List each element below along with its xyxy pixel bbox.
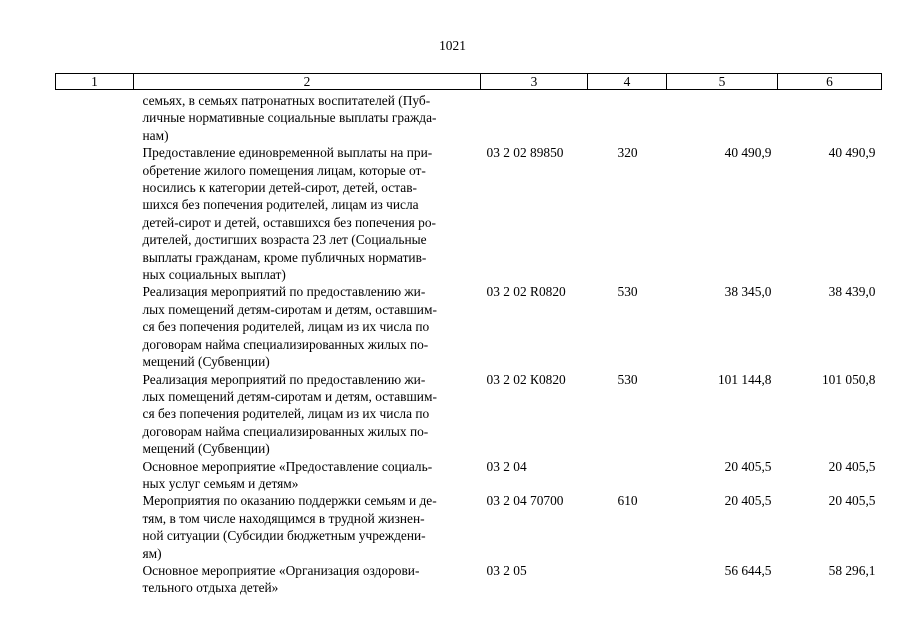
item-name-text: Мероприятия по оказанию поддержки семьям и де- тям, в том числе находящимся в трудной жизнен- ной ситуации (Субсидии бюджетным учреждени- ям)	[142, 493, 437, 561]
table-row	[56, 371, 882, 458]
row-number-cell	[56, 283, 134, 370]
row-number-cell	[56, 562, 134, 597]
row-number-cell	[56, 90, 134, 145]
amount-col6-cell: 20 405,5	[828, 493, 876, 509]
table-row	[56, 562, 882, 597]
amount-col5-cell: 20 405,5	[724, 458, 772, 474]
target-code-cell: 03 2 02 89850	[486, 145, 564, 161]
expense-type-cell: 610	[617, 493, 638, 509]
row-number-cell	[56, 458, 134, 493]
amount-col6-cell: 40 490,9	[828, 145, 876, 161]
row-number-cell	[56, 492, 134, 562]
item-name-text: семьях, в семьях патронатных воспитателей (Пуб- личные нормативные социальные выплаты гражда- нам)	[142, 93, 437, 143]
column-header-6: 6	[778, 74, 882, 90]
item-name-cell	[134, 371, 481, 458]
item-name-cell	[134, 90, 481, 145]
item-name-cell	[134, 144, 481, 283]
target-code-cell: 03 2 05	[486, 562, 527, 578]
expense-type-cell	[588, 458, 667, 493]
table-header	[56, 74, 882, 90]
amount-col5-cell: 40 490,9	[724, 145, 772, 161]
expense-type-cell	[588, 562, 667, 597]
column-header-3: 3	[481, 74, 588, 90]
amount-col6-cell: 58 296,1	[828, 562, 876, 578]
amount-col6-cell: 38 439,0	[828, 284, 876, 300]
column-header-2: 2	[134, 74, 481, 90]
item-name-text: Основное мероприятие «Предоставление социаль- ных услуг семьям и детям»	[142, 458, 433, 491]
table-row	[56, 458, 882, 493]
column-header-5: 5	[667, 74, 778, 90]
expense-type-cell: 530	[617, 284, 638, 300]
target-code-cell: 03 2 02 К0820	[486, 371, 566, 387]
item-name-cell	[134, 562, 481, 597]
header-row	[56, 74, 882, 90]
item-name-cell	[134, 283, 481, 370]
row-number-cell	[56, 144, 134, 283]
table-row	[56, 283, 882, 370]
item-name-cell	[134, 458, 481, 493]
table-body	[56, 90, 882, 597]
expense-type-cell: 320	[617, 145, 638, 161]
table-row	[56, 90, 882, 145]
expense-type-cell: 530	[617, 371, 638, 387]
target-code-cell: 03 2 02 R0820	[486, 284, 566, 300]
amount-col5-cell: 101 144,8	[717, 371, 772, 387]
item-name-cell	[134, 492, 481, 562]
table-row	[56, 492, 882, 562]
amount-col5-cell: 38 345,0	[724, 284, 772, 300]
target-code-cell	[481, 90, 588, 145]
amount-col6-cell: 101 050,8	[821, 371, 876, 387]
column-header-1: 1	[56, 74, 134, 90]
item-name-text: Основное мероприятие «Организация оздорови- тельного отдыха детей»	[142, 562, 420, 596]
item-name-text: Предоставление единовременной выплаты на при- обретение жилого помещения лицам, которые от- носились к категории детей-сирот, детей, остав- шихся без попечения родителей, лицам из числа детей-сирот и детей, оставшихся без попечения ро- дителей, достигших возраста 23 лет (Социальные выплаты гражданам, кроме публичных норматив- ных социальных выплат)	[142, 145, 437, 283]
expense-type-cell	[588, 90, 667, 145]
budget-table	[55, 73, 882, 597]
item-name-text: Реализация мероприятий по предоставлению жи- лых помещений детям-сиротам и детям, оставшим- ся без попечения родителей, лицам из их числа по договорам найма специализированных жилых по- мещений (Субвенции)	[142, 284, 437, 370]
target-code-cell: 03 2 04 70700	[486, 493, 564, 509]
row-number-cell	[56, 371, 134, 458]
amount-col5-cell: 56 644,5	[724, 562, 772, 578]
table-row	[56, 144, 882, 283]
amount-col5-cell	[667, 90, 778, 145]
column-header-4: 4	[588, 74, 667, 90]
target-code-cell: 03 2 04	[486, 458, 527, 474]
item-name-text: Реализация мероприятий по предоставлению жи- лых помещений детям-сиротам и детям, оставшим- ся без попечения родителей, лицам из их числа по договорам найма специализированных жилых по- мещений (Субвенции)	[142, 371, 437, 457]
amount-col5-cell: 20 405,5	[724, 493, 772, 509]
page-number: 1021	[439, 38, 466, 53]
amount-col6-cell	[778, 90, 882, 145]
amount-col6-cell: 20 405,5	[828, 458, 876, 474]
